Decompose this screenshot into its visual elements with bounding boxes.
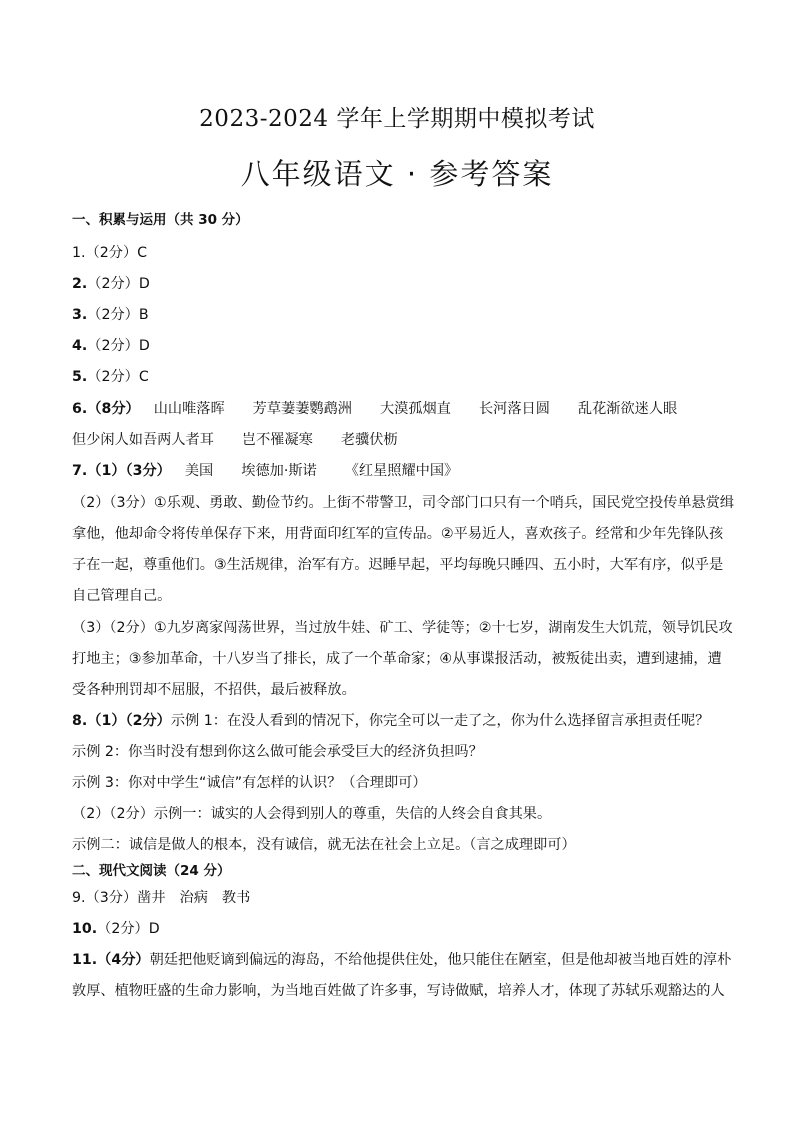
fill-answer: 岂不罹凝寒 [241,432,313,448]
question-number: 9 [72,890,82,906]
answer-text-line: 受各种刑罚却不屈服，不招供，最后被释放。 [72,682,356,698]
question-number: 7 [72,463,82,479]
answer-text: 朝廷把他贬谪到偏远的海岛，不给他提供住处，他只能住在陋室，但是他却被当地百姓的淳朴 [149,952,732,968]
question-score: （2分） [87,276,139,292]
question-score: （2分） [87,307,139,323]
answer-q8-part1: 8.（1）（2分）示例 1：在没人看到的情况下，你完全可以一走了之，你为什么选择留言承担责任呢？ [72,713,710,729]
question-number: 8 [72,713,82,729]
question-part-label: （1）（2分） [87,713,171,729]
answer-text-line: 敦厚、植物旺盛的生命力影响，为当地百姓做了许多事，写诗做赋，培养人才，体现了苏轼乐观豁达的人 [72,983,725,999]
fill-answer: 《红星照耀中国》 [344,463,459,479]
question-number: 1 [72,245,82,261]
answer-q4: 4.（2分）D [72,338,150,354]
answer-q5: 5.（2分）C [72,369,149,385]
question-part-label: （1）（3分） [87,463,171,479]
section-heading-1: 一、积累与运用（共 30 分） [72,212,249,228]
question-number: 5 [72,369,82,385]
question-answer: B [138,307,149,323]
question-number: 2 [72,276,82,292]
fill-answer: 芳草萋萋鹦鹉洲 [252,401,352,417]
question-number: 11 [72,952,92,968]
answer-q3: 3.（2分）B [72,307,149,323]
question-score: （2分） [97,921,149,937]
fill-answer: 大漠孤烟直 [379,401,451,417]
answer-text-line: 拿他，他却命令将传单保存下来，用背面印红军的宣传品。②平易近人，喜欢孩子。经常和少年先锋队孩 [72,526,724,542]
exam-title: 2023-2024 学年上学期期中模拟考试 [199,106,595,132]
answer-text-line: （2）（3分）①乐观、勇敢、勤俭节约。上街不带警卫，司令部门口只有一个哨兵，国民党空投传单悬赏缉 [72,495,735,511]
question-score: （8分） [87,401,140,417]
question-answer: C [137,245,148,261]
question-number: 10 [72,921,92,937]
fill-answer: 山山唯落晖 [153,401,225,417]
question-number: 3 [72,307,82,323]
answer-q1: 1.（2分）C [72,245,148,261]
question-score: （3分） [85,890,138,906]
answer-text-line: 自己管理自己。 [72,588,172,604]
fill-answer: 治病 [179,890,208,906]
question-score: （2分） [87,338,139,354]
fill-answer: 老骥伏枥 [340,432,398,448]
question-answer: D [138,338,150,354]
fill-answer: 凿井 [137,890,166,906]
fill-answer: 教书 [221,890,251,906]
answer-q6-line1: 6.（8分） 山山唯落晖 芳草萋萋鹦鹉洲 大漠孤烟直 长河落日圆 乱花渐欲迷人眼 [72,401,678,417]
answer-text-line: （3）（2分）①九岁离家闯荡世界，当过放牛娃、矿工、学徒等；②十七岁，湖南发生大饥荒，领导饥民攻 [72,620,733,636]
question-number: 4 [72,338,82,354]
answer-text-line: 示例二：诚信是做人的根本，没有诚信，就无法在社会上立足。（言之成理即可） [72,837,576,853]
answer-text-line: 示例 3：你对中学生“诚信”有怎样的认识？（合理即可） [72,775,427,791]
answer-q6-line2 [72,430,398,450]
answer-text: 示例 1：在没人看到的情况下，你完全可以一走了之，你为什么选择留言承担责任呢？ [170,713,710,729]
answer-q10: 10.（2分）D [72,921,160,937]
question-answer: D [138,276,150,292]
question-answer: D [148,921,160,937]
exam-subtitle: 八年级语文 · 参考答案 [240,157,554,191]
fill-answer: 长河落日圆 [478,401,550,417]
fill-answer: 乱花渐欲迷人眼 [577,401,678,417]
answer-text-line: （2）（2分）示例一：诚实的人会得到别人的尊重，失信的人终会自食其果。 [72,806,552,822]
answer-text-line: 子在一起，尊重他们。③生活规律，治军有方。迟睡早起，平均每晚只睡四、五小时，大军有序，似乎是 [72,557,724,573]
answer-q11: 11.（4分）朝廷把他贬谪到偏远的海岛，不给他提供住处，他只能住在陋室，但是他却被当地百姓的淳朴 [72,952,732,968]
answer-q2: 2.（2分）D [72,276,150,292]
answer-text-line: 示例 2：你当时没有想到你这么做可能会承受巨大的经济负担吗？ [72,744,483,760]
fill-answer: 但少闲人如吾两人者耳 [72,432,214,448]
answer-q7-part1: 7.（1）（3分） 美国 埃德加·斯诺 《红星照耀中国》 [72,463,459,479]
question-score: （2分） [87,369,139,385]
question-answer: C [138,369,149,385]
section-heading-2: 二、现代文阅读（24 分） [72,863,231,879]
question-number: 6 [72,401,82,417]
fill-answer: 美国 [184,463,214,479]
answer-text-line: 打地主；③参加革命，十八岁当了排长，成了一个革命家；④从事谍报活动，被叛徒出卖，遭到逮捕，遭 [72,651,722,667]
answer-q9: 9.（3分）凿井 治病 教书 [72,890,251,906]
question-score: （4分） [97,952,150,968]
fill-answer: 埃德加·斯诺 [241,463,317,479]
question-score: （2分） [85,245,138,261]
